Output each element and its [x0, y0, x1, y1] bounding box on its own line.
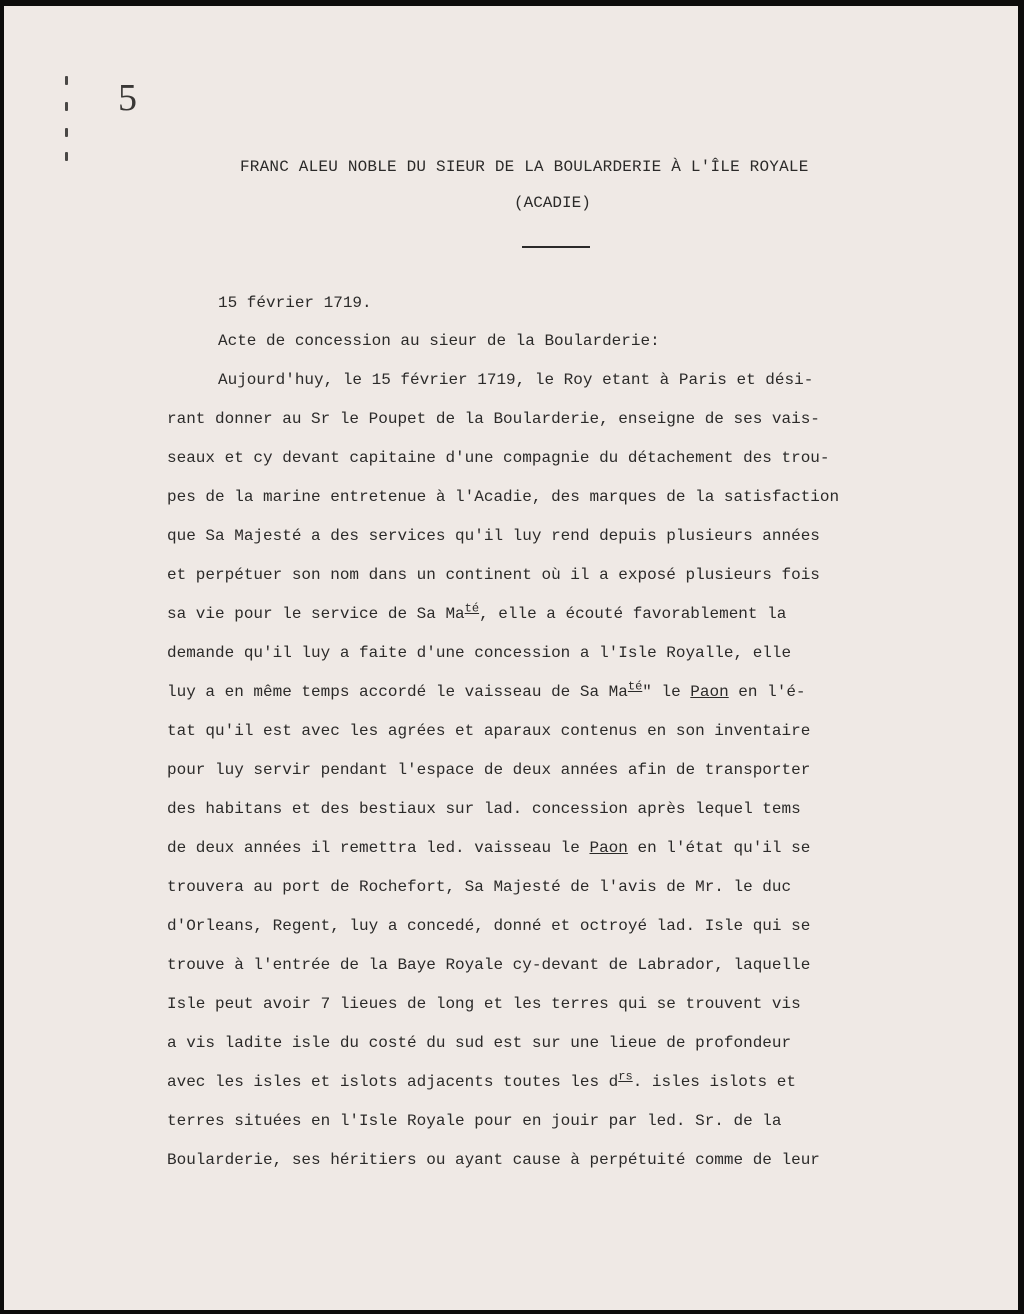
text-line: des habitans et des bestiaux sur lad. concession après lequel tems — [167, 800, 801, 818]
text-line — [167, 601, 787, 624]
text-line — [167, 679, 806, 702]
superscript-abbreviation: rs — [618, 1069, 633, 1084]
text-line — [167, 1069, 796, 1092]
date-line: 15 février 1719. — [218, 294, 372, 312]
text-line: Boularderie, ses héritiers ou ayant cause à perpétuité comme de leur — [167, 1151, 820, 1169]
text-segment: en l'é- — [728, 683, 806, 701]
text-line: seaux et cy devant capitaine d'une compagnie du détachement des trou- — [167, 449, 830, 467]
superscript-abbreviation: té — [627, 679, 643, 694]
text-line: terres situées en l'Isle Royale pour en jouir par led. Sr. de la — [167, 1112, 782, 1130]
text-segment: sa vie pour le service de Sa Ma — [167, 605, 465, 623]
section-heading: Acte de concession au sieur de la Boularderie: — [218, 332, 660, 350]
document-page — [4, 6, 1018, 1310]
title-divider — [522, 246, 590, 248]
ship-name-paon: Paon — [589, 839, 628, 857]
text-segment: avec les isles et islots adjacents toutes les d — [167, 1073, 619, 1091]
document-subtitle: (ACADIE) — [514, 194, 591, 212]
text-line: tat qu'il est avec les agrées et aparaux contenus en son inventaire — [167, 722, 811, 740]
text-line: que Sa Majesté a des services qu'il luy rend depuis plusieurs années — [167, 527, 820, 545]
page-number: 5 — [118, 77, 137, 119]
text-line: a vis ladite isle du costé du sud est sur une lieue de profondeur — [167, 1034, 792, 1052]
text-line: d'Orleans, Regent, luy a concedé, donné et octroyé lad. Isle qui se — [167, 917, 811, 935]
text-line: Isle peut avoir 7 lieues de long et les terres qui se trouvent vis — [167, 995, 801, 1013]
text-segment: . isles islots et — [632, 1073, 796, 1091]
text-segment: " le — [642, 683, 691, 701]
text-line: et perpétuer son nom dans un continent où il a exposé plusieurs fois — [167, 566, 820, 584]
document-title: FRANC ALEU NOBLE DU SIEUR DE LA BOULARDERIE À L'ÎLE ROYALE — [240, 158, 809, 176]
text-line: rant donner au Sr le Poupet de la Boularderie, enseigne de ses vais- — [167, 410, 820, 428]
ship-name-paon: Paon — [690, 683, 729, 701]
text-line: trouve à l'entrée de la Baye Royale cy-devant de Labrador, laquelle — [167, 956, 811, 974]
text-line — [167, 838, 810, 858]
superscript-abbreviation: té — [464, 601, 480, 616]
text-segment: , elle a écouté favorablement la — [479, 605, 787, 623]
punch-marks — [65, 76, 69, 166]
text-line: pes de la marine entretenue à l'Acadie, des marques de la satisfaction — [167, 488, 840, 506]
text-line: Aujourd'huy, le 15 février 1719, le Roy etant à Paris et dési- — [218, 371, 814, 389]
text-segment: en l'état qu'il se — [627, 839, 811, 857]
text-line: pour luy servir pendant l'espace de deux années afin de transporter — [167, 761, 811, 779]
text-segment: luy a en même temps accordé le vaisseau de Sa Ma — [167, 683, 628, 701]
text-segment: de deux années il remettra led. vaisseau le — [167, 839, 590, 857]
text-line: demande qu'il luy a faite d'une concession a l'Isle Royalle, elle — [167, 644, 792, 662]
text-line: trouvera au port de Rochefort, Sa Majesté de l'avis de Mr. le duc — [167, 878, 792, 896]
